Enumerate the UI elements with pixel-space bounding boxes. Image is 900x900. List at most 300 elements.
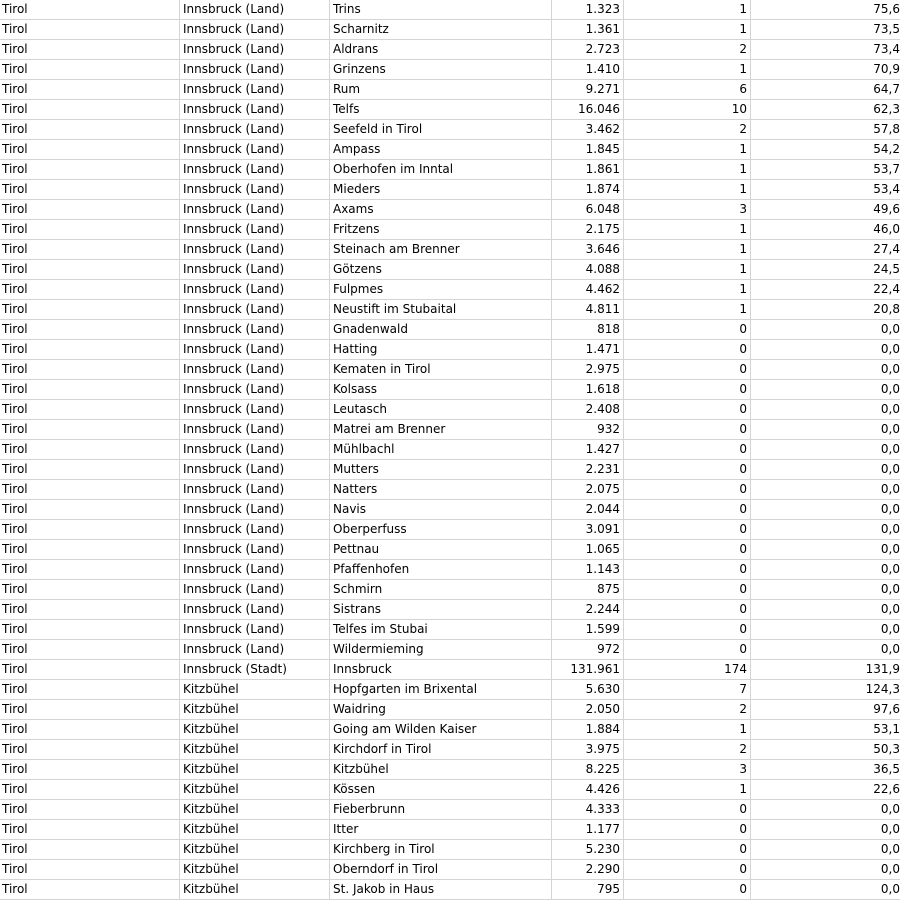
rate-cell[interactable]: 73,5 bbox=[873, 22, 900, 36]
district-cell[interactable]: Innsbruck (Land) bbox=[180, 540, 330, 559]
count-cell[interactable]: 1 bbox=[624, 20, 751, 39]
state-cell[interactable]: Tirol bbox=[0, 260, 180, 279]
district-cell[interactable]: Kitzbühel bbox=[180, 680, 330, 699]
district-cell[interactable]: Innsbruck (Land) bbox=[180, 20, 330, 39]
rate-cell[interactable]: 57,8 bbox=[873, 122, 900, 136]
count-cell[interactable]: 0 bbox=[624, 860, 751, 879]
population-cell[interactable]: 1.861 bbox=[552, 160, 624, 179]
count-cell[interactable]: 0 bbox=[624, 460, 751, 479]
district-cell[interactable]: Innsbruck (Land) bbox=[180, 400, 330, 419]
municipality-cell[interactable]: Mutters bbox=[330, 460, 552, 479]
count-cell[interactable]: 1 bbox=[624, 60, 751, 79]
population-cell[interactable]: 3.975 bbox=[552, 740, 624, 759]
district-cell[interactable]: Innsbruck (Land) bbox=[180, 480, 330, 499]
state-cell[interactable]: Tirol bbox=[0, 880, 180, 899]
district-cell[interactable]: Innsbruck (Land) bbox=[180, 380, 330, 399]
municipality-cell[interactable]: Pettnau bbox=[330, 540, 552, 559]
count-cell[interactable]: 0 bbox=[624, 560, 751, 579]
rate-cell[interactable]: 0,0 bbox=[880, 362, 900, 376]
state-cell[interactable]: Tirol bbox=[0, 580, 180, 599]
population-cell[interactable]: 1.845 bbox=[552, 140, 624, 159]
district-cell[interactable]: Kitzbühel bbox=[180, 820, 330, 839]
district-cell[interactable]: Innsbruck (Land) bbox=[180, 100, 330, 119]
municipality-cell[interactable]: Wildermieming bbox=[330, 640, 552, 659]
municipality-cell[interactable]: Innsbruck bbox=[330, 660, 552, 679]
population-cell[interactable]: 1.065 bbox=[552, 540, 624, 559]
count-cell[interactable]: 1 bbox=[624, 720, 751, 739]
rate-cell[interactable]: 0,0 bbox=[880, 642, 900, 656]
population-cell[interactable]: 1.427 bbox=[552, 440, 624, 459]
population-cell[interactable]: 1.618 bbox=[552, 380, 624, 399]
count-cell[interactable]: 0 bbox=[624, 480, 751, 499]
district-cell[interactable]: Innsbruck (Land) bbox=[180, 0, 330, 19]
state-cell[interactable]: Tirol bbox=[0, 600, 180, 619]
state-cell[interactable]: Tirol bbox=[0, 20, 180, 39]
population-cell[interactable]: 2.075 bbox=[552, 480, 624, 499]
population-cell[interactable]: 1.177 bbox=[552, 820, 624, 839]
population-cell[interactable]: 932 bbox=[552, 420, 624, 439]
count-cell[interactable]: 0 bbox=[624, 580, 751, 599]
count-cell[interactable]: 0 bbox=[624, 440, 751, 459]
district-cell[interactable]: Kitzbühel bbox=[180, 720, 330, 739]
state-cell[interactable]: Tirol bbox=[0, 480, 180, 499]
population-cell[interactable]: 4.462 bbox=[552, 280, 624, 299]
population-cell[interactable]: 2.290 bbox=[552, 860, 624, 879]
municipality-cell[interactable]: Neustift im Stubaital bbox=[330, 300, 552, 319]
count-cell[interactable]: 1 bbox=[624, 180, 751, 199]
district-cell[interactable]: Kitzbühel bbox=[180, 800, 330, 819]
population-cell[interactable]: 1.361 bbox=[552, 20, 624, 39]
state-cell[interactable]: Tirol bbox=[0, 720, 180, 739]
municipality-cell[interactable]: Going am Wilden Kaiser bbox=[330, 720, 552, 739]
district-cell[interactable]: Kitzbühel bbox=[180, 740, 330, 759]
state-cell[interactable]: Tirol bbox=[0, 680, 180, 699]
municipality-cell[interactable]: Mühlbachl bbox=[330, 440, 552, 459]
rate-cell[interactable]: 73,4 bbox=[873, 42, 900, 56]
count-cell[interactable]: 1 bbox=[624, 140, 751, 159]
municipality-cell[interactable]: Fritzens bbox=[330, 220, 552, 239]
municipality-cell[interactable]: Kolsass bbox=[330, 380, 552, 399]
count-cell[interactable]: 1 bbox=[624, 780, 751, 799]
state-cell[interactable]: Tirol bbox=[0, 400, 180, 419]
table-row bbox=[0, 620, 900, 640]
table-row bbox=[0, 360, 900, 380]
state-cell[interactable]: Tirol bbox=[0, 660, 180, 679]
rate-cell[interactable]: 0,0 bbox=[880, 342, 900, 356]
state-cell[interactable]: Tirol bbox=[0, 240, 180, 259]
table-row bbox=[0, 860, 900, 880]
table-row bbox=[0, 200, 900, 220]
state-cell[interactable]: Tirol bbox=[0, 360, 180, 379]
table-row bbox=[0, 700, 900, 720]
population-cell[interactable]: 1.323 bbox=[552, 0, 624, 19]
count-cell[interactable]: 0 bbox=[624, 520, 751, 539]
count-cell[interactable]: 3 bbox=[624, 200, 751, 219]
rate-cell[interactable]: 0,0 bbox=[880, 622, 900, 636]
table-row bbox=[0, 40, 900, 60]
rate-cell[interactable]: 70,9 bbox=[873, 62, 900, 76]
municipality-cell[interactable]: Schmirn bbox=[330, 580, 552, 599]
state-cell[interactable]: Tirol bbox=[0, 340, 180, 359]
population-cell[interactable]: 1.471 bbox=[552, 340, 624, 359]
state-cell[interactable]: Tirol bbox=[0, 820, 180, 839]
state-cell[interactable]: Tirol bbox=[0, 200, 180, 219]
count-cell[interactable]: 2 bbox=[624, 120, 751, 139]
municipality-cell[interactable]: Steinach am Brenner bbox=[330, 240, 552, 259]
rate-cell[interactable]: 36,5 bbox=[873, 762, 900, 776]
rate-cell[interactable]: 75,6 bbox=[873, 2, 900, 16]
municipality-cell[interactable]: Hopfgarten im Brixental bbox=[330, 680, 552, 699]
state-cell[interactable]: Tirol bbox=[0, 500, 180, 519]
population-cell[interactable]: 16.046 bbox=[552, 100, 624, 119]
municipality-cell[interactable]: Fieberbrunn bbox=[330, 800, 552, 819]
state-cell[interactable]: Tirol bbox=[0, 460, 180, 479]
state-cell[interactable]: Tirol bbox=[0, 620, 180, 639]
district-cell[interactable]: Innsbruck (Land) bbox=[180, 420, 330, 439]
district-cell[interactable]: Innsbruck (Land) bbox=[180, 80, 330, 99]
state-cell[interactable]: Tirol bbox=[0, 60, 180, 79]
rate-cell[interactable]: 53,4 bbox=[873, 182, 900, 196]
count-cell[interactable]: 0 bbox=[624, 380, 751, 399]
population-cell[interactable]: 2.975 bbox=[552, 360, 624, 379]
municipality-cell[interactable]: Oberperfuss bbox=[330, 520, 552, 539]
count-cell[interactable]: 1 bbox=[624, 0, 751, 19]
table-row bbox=[0, 820, 900, 840]
district-cell[interactable]: Innsbruck (Land) bbox=[180, 120, 330, 139]
municipality-cell[interactable]: Grinzens bbox=[330, 60, 552, 79]
state-cell[interactable]: Tirol bbox=[0, 40, 180, 59]
district-cell[interactable]: Kitzbühel bbox=[180, 880, 330, 899]
district-cell[interactable]: Innsbruck (Land) bbox=[180, 320, 330, 339]
district-cell[interactable]: Innsbruck (Land) bbox=[180, 360, 330, 379]
rate-cell[interactable]: 0,0 bbox=[880, 542, 900, 556]
rate-cell[interactable]: 53,7 bbox=[873, 162, 900, 176]
table-row bbox=[0, 840, 900, 860]
state-cell[interactable]: Tirol bbox=[0, 760, 180, 779]
rate-cell[interactable]: 0,0 bbox=[880, 522, 900, 536]
municipality-cell[interactable]: Mieders bbox=[330, 180, 552, 199]
table-row bbox=[0, 160, 900, 180]
rate-cell[interactable]: 0,0 bbox=[880, 422, 900, 436]
count-cell[interactable]: 6 bbox=[624, 80, 751, 99]
count-cell[interactable]: 0 bbox=[624, 820, 751, 839]
state-cell[interactable]: Tirol bbox=[0, 840, 180, 859]
rate-cell[interactable]: 97,6 bbox=[873, 702, 900, 716]
population-cell[interactable]: 6.048 bbox=[552, 200, 624, 219]
municipality-cell[interactable]: St. Jakob in Haus bbox=[330, 880, 552, 899]
count-cell[interactable]: 174 bbox=[624, 660, 751, 679]
municipality-cell[interactable]: Götzens bbox=[330, 260, 552, 279]
population-cell[interactable]: 972 bbox=[552, 640, 624, 659]
table-row bbox=[0, 660, 900, 680]
count-cell[interactable]: 0 bbox=[624, 620, 751, 639]
count-cell[interactable]: 0 bbox=[624, 840, 751, 859]
municipality-cell[interactable]: Oberhofen im Inntal bbox=[330, 160, 552, 179]
table-row bbox=[0, 520, 900, 540]
district-cell[interactable]: Innsbruck (Land) bbox=[180, 280, 330, 299]
table-row bbox=[0, 480, 900, 500]
rate-cell[interactable]: 0,0 bbox=[880, 502, 900, 516]
rate-cell[interactable]: 0,0 bbox=[880, 802, 900, 816]
state-cell[interactable]: Tirol bbox=[0, 860, 180, 879]
municipality-cell[interactable]: Trins bbox=[330, 0, 552, 19]
population-cell[interactable]: 4.811 bbox=[552, 300, 624, 319]
count-cell[interactable]: 2 bbox=[624, 40, 751, 59]
rate-cell[interactable]: 0,0 bbox=[880, 602, 900, 616]
population-cell[interactable]: 2.175 bbox=[552, 220, 624, 239]
municipality-cell[interactable]: Telfes im Stubai bbox=[330, 620, 552, 639]
district-cell[interactable]: Kitzbühel bbox=[180, 840, 330, 859]
rate-cell[interactable]: 46,0 bbox=[873, 222, 900, 236]
state-cell[interactable]: Tirol bbox=[0, 540, 180, 559]
count-cell[interactable]: 0 bbox=[624, 360, 751, 379]
rate-cell[interactable]: 54,2 bbox=[873, 142, 900, 156]
population-cell[interactable]: 4.333 bbox=[552, 800, 624, 819]
municipality-cell[interactable]: Waidring bbox=[330, 700, 552, 719]
municipality-cell[interactable]: Matrei am Brenner bbox=[330, 420, 552, 439]
count-cell[interactable]: 0 bbox=[624, 400, 751, 419]
rate-cell[interactable]: 27,4 bbox=[873, 242, 900, 256]
municipality-cell[interactable]: Axams bbox=[330, 200, 552, 219]
count-cell[interactable]: 2 bbox=[624, 700, 751, 719]
population-cell[interactable]: 2.050 bbox=[552, 700, 624, 719]
district-cell[interactable]: Innsbruck (Land) bbox=[180, 40, 330, 59]
population-cell[interactable]: 5.630 bbox=[552, 680, 624, 699]
count-cell[interactable]: 3 bbox=[624, 760, 751, 779]
table-row bbox=[0, 120, 900, 140]
rate-cell[interactable]: 53,1 bbox=[873, 722, 900, 736]
count-cell[interactable]: 0 bbox=[624, 340, 751, 359]
population-cell[interactable]: 2.231 bbox=[552, 460, 624, 479]
count-cell[interactable]: 0 bbox=[624, 800, 751, 819]
count-cell[interactable]: 1 bbox=[624, 160, 751, 179]
count-cell[interactable]: 2 bbox=[624, 740, 751, 759]
population-cell[interactable]: 3.091 bbox=[552, 520, 624, 539]
population-cell[interactable]: 1.884 bbox=[552, 720, 624, 739]
district-cell[interactable]: Innsbruck (Land) bbox=[180, 180, 330, 199]
state-cell[interactable]: Tirol bbox=[0, 300, 180, 319]
population-cell[interactable]: 3.462 bbox=[552, 120, 624, 139]
rate-cell[interactable]: 0,0 bbox=[880, 462, 900, 476]
population-cell[interactable]: 1.410 bbox=[552, 60, 624, 79]
state-cell[interactable]: Tirol bbox=[0, 280, 180, 299]
rate-cell[interactable]: 0,0 bbox=[880, 562, 900, 576]
table-row bbox=[0, 420, 900, 440]
count-cell[interactable]: 0 bbox=[624, 880, 751, 899]
table-row bbox=[0, 680, 900, 700]
district-cell[interactable]: Innsbruck (Land) bbox=[180, 520, 330, 539]
table-row bbox=[0, 140, 900, 160]
district-cell[interactable]: Innsbruck (Land) bbox=[180, 580, 330, 599]
count-cell[interactable]: 10 bbox=[624, 100, 751, 119]
rate-cell[interactable]: 0,0 bbox=[880, 482, 900, 496]
district-cell[interactable]: Kitzbühel bbox=[180, 700, 330, 719]
state-cell[interactable]: Tirol bbox=[0, 120, 180, 139]
state-cell[interactable]: Tirol bbox=[0, 740, 180, 759]
state-cell[interactable]: Tirol bbox=[0, 100, 180, 119]
rate-cell[interactable]: 0,0 bbox=[880, 382, 900, 396]
population-cell[interactable]: 875 bbox=[552, 580, 624, 599]
rate-cell[interactable]: 50,3 bbox=[873, 742, 900, 756]
count-cell[interactable]: 0 bbox=[624, 420, 751, 439]
table-row bbox=[0, 580, 900, 600]
table-row bbox=[0, 180, 900, 200]
state-cell[interactable]: Tirol bbox=[0, 320, 180, 339]
state-cell[interactable]: Tirol bbox=[0, 180, 180, 199]
municipality-cell[interactable]: Kössen bbox=[330, 780, 552, 799]
state-cell[interactable]: Tirol bbox=[0, 420, 180, 439]
state-cell[interactable]: Tirol bbox=[0, 520, 180, 539]
municipality-cell[interactable]: Leutasch bbox=[330, 400, 552, 419]
state-cell[interactable]: Tirol bbox=[0, 440, 180, 459]
district-cell[interactable]: Innsbruck (Land) bbox=[180, 440, 330, 459]
district-cell[interactable]: Innsbruck (Land) bbox=[180, 260, 330, 279]
table-row bbox=[0, 440, 900, 460]
population-cell[interactable]: 1.599 bbox=[552, 620, 624, 639]
table-row bbox=[0, 320, 900, 340]
district-cell[interactable]: Innsbruck (Land) bbox=[180, 560, 330, 579]
municipality-cell[interactable]: Natters bbox=[330, 480, 552, 499]
municipality-cell[interactable]: Fulpmes bbox=[330, 280, 552, 299]
municipality-cell[interactable]: Rum bbox=[330, 80, 552, 99]
rate-cell[interactable]: 64,7 bbox=[873, 82, 900, 96]
count-cell[interactable]: 0 bbox=[624, 500, 751, 519]
municipality-cell[interactable]: Itter bbox=[330, 820, 552, 839]
rate-cell[interactable]: 24,5 bbox=[873, 262, 900, 276]
population-cell[interactable]: 3.646 bbox=[552, 240, 624, 259]
state-cell[interactable]: Tirol bbox=[0, 0, 180, 19]
rate-cell[interactable]: 20,8 bbox=[873, 302, 900, 316]
table-row bbox=[0, 20, 900, 40]
table-row bbox=[0, 740, 900, 760]
municipality-cell[interactable]: Scharnitz bbox=[330, 20, 552, 39]
population-cell[interactable]: 5.230 bbox=[552, 840, 624, 859]
municipality-cell[interactable]: Gnadenwald bbox=[330, 320, 552, 339]
municipality-cell[interactable]: Hatting bbox=[330, 340, 552, 359]
population-cell[interactable]: 2.408 bbox=[552, 400, 624, 419]
population-cell[interactable]: 2.723 bbox=[552, 40, 624, 59]
count-cell[interactable]: 1 bbox=[624, 220, 751, 239]
district-cell[interactable]: Kitzbühel bbox=[180, 780, 330, 799]
table-row bbox=[0, 800, 900, 820]
district-cell[interactable]: Kitzbühel bbox=[180, 760, 330, 779]
district-cell[interactable]: Innsbruck (Land) bbox=[180, 240, 330, 259]
rate-cell[interactable]: 49,6 bbox=[873, 202, 900, 216]
table-row bbox=[0, 300, 900, 320]
rate-cell[interactable]: 22,6 bbox=[873, 782, 900, 796]
count-cell[interactable]: 1 bbox=[624, 260, 751, 279]
state-cell[interactable]: Tirol bbox=[0, 80, 180, 99]
rate-cell[interactable]: 22,4 bbox=[873, 282, 900, 296]
district-cell[interactable]: Innsbruck (Stadt) bbox=[180, 660, 330, 679]
municipality-cell[interactable]: Kirchdorf in Tirol bbox=[330, 740, 552, 759]
population-cell[interactable]: 795 bbox=[552, 880, 624, 899]
population-cell[interactable]: 818 bbox=[552, 320, 624, 339]
municipality-cell[interactable]: Ampass bbox=[330, 140, 552, 159]
district-cell[interactable]: Innsbruck (Land) bbox=[180, 620, 330, 639]
district-cell[interactable]: Innsbruck (Land) bbox=[180, 640, 330, 659]
rate-cell[interactable]: 124,3 bbox=[865, 682, 900, 696]
state-cell[interactable]: Tirol bbox=[0, 160, 180, 179]
table-row bbox=[0, 640, 900, 660]
count-cell[interactable]: 0 bbox=[624, 600, 751, 619]
state-cell[interactable]: Tirol bbox=[0, 700, 180, 719]
rate-cell[interactable]: 0,0 bbox=[880, 862, 900, 876]
district-cell[interactable]: Kitzbühel bbox=[180, 860, 330, 879]
district-cell[interactable]: Innsbruck (Land) bbox=[180, 460, 330, 479]
population-cell[interactable]: 1.874 bbox=[552, 180, 624, 199]
table-row bbox=[0, 500, 900, 520]
municipality-cell[interactable]: Kematen in Tirol bbox=[330, 360, 552, 379]
municipality-cell[interactable]: Pfaffenhofen bbox=[330, 560, 552, 579]
district-cell[interactable]: Innsbruck (Land) bbox=[180, 140, 330, 159]
state-cell[interactable]: Tirol bbox=[0, 560, 180, 579]
count-cell[interactable]: 7 bbox=[624, 680, 751, 699]
count-cell[interactable]: 1 bbox=[624, 280, 751, 299]
district-cell[interactable]: Innsbruck (Land) bbox=[180, 600, 330, 619]
district-cell[interactable]: Innsbruck (Land) bbox=[180, 340, 330, 359]
rate-cell[interactable]: 0,0 bbox=[880, 882, 900, 896]
population-cell[interactable]: 2.044 bbox=[552, 500, 624, 519]
population-cell[interactable]: 4.088 bbox=[552, 260, 624, 279]
rate-cell[interactable]: 0,0 bbox=[880, 442, 900, 456]
rate-cell[interactable]: 131,9 bbox=[865, 662, 900, 676]
rate-cell[interactable]: 0,0 bbox=[880, 322, 900, 336]
table-row bbox=[0, 260, 900, 280]
municipality-cell[interactable]: Telfs bbox=[330, 100, 552, 119]
district-cell[interactable]: Innsbruck (Land) bbox=[180, 220, 330, 239]
rate-cell[interactable]: 0,0 bbox=[880, 842, 900, 856]
rate-cell[interactable]: 62,3 bbox=[873, 102, 900, 116]
district-cell[interactable]: Innsbruck (Land) bbox=[180, 300, 330, 319]
municipality-cell[interactable]: Sistrans bbox=[330, 600, 552, 619]
municipality-cell[interactable]: Oberndorf in Tirol bbox=[330, 860, 552, 879]
rate-cell[interactable]: 0,0 bbox=[880, 402, 900, 416]
district-cell[interactable]: Innsbruck (Land) bbox=[180, 500, 330, 519]
population-cell[interactable]: 2.244 bbox=[552, 600, 624, 619]
state-cell[interactable]: Tirol bbox=[0, 780, 180, 799]
count-cell[interactable]: 1 bbox=[624, 240, 751, 259]
district-cell[interactable]: Innsbruck (Land) bbox=[180, 60, 330, 79]
municipality-cell[interactable]: Kirchberg in Tirol bbox=[330, 840, 552, 859]
state-cell[interactable]: Tirol bbox=[0, 800, 180, 819]
population-cell[interactable]: 131.961 bbox=[552, 660, 624, 679]
table-row bbox=[0, 0, 900, 20]
population-cell[interactable]: 4.426 bbox=[552, 780, 624, 799]
state-cell[interactable]: Tirol bbox=[0, 220, 180, 239]
count-cell[interactable]: 0 bbox=[624, 320, 751, 339]
population-cell[interactable]: 8.225 bbox=[552, 760, 624, 779]
count-cell[interactable]: 0 bbox=[624, 540, 751, 559]
state-cell[interactable]: Tirol bbox=[0, 380, 180, 399]
population-cell[interactable]: 9.271 bbox=[552, 80, 624, 99]
count-cell[interactable]: 1 bbox=[624, 300, 751, 319]
table-row bbox=[0, 760, 900, 780]
rate-cell[interactable]: 0,0 bbox=[880, 582, 900, 596]
population-cell[interactable]: 1.143 bbox=[552, 560, 624, 579]
municipality-cell[interactable]: Navis bbox=[330, 500, 552, 519]
count-cell[interactable]: 0 bbox=[624, 640, 751, 659]
municipality-cell[interactable]: Aldrans bbox=[330, 40, 552, 59]
rate-cell[interactable]: 0,0 bbox=[880, 822, 900, 836]
table-row bbox=[0, 780, 900, 800]
district-cell[interactable]: Innsbruck (Land) bbox=[180, 160, 330, 179]
state-cell[interactable]: Tirol bbox=[0, 640, 180, 659]
municipality-cell[interactable]: Kitzbühel bbox=[330, 760, 552, 779]
state-cell[interactable]: Tirol bbox=[0, 140, 180, 159]
district-cell[interactable]: Innsbruck (Land) bbox=[180, 200, 330, 219]
municipality-cell[interactable]: Seefeld in Tirol bbox=[330, 120, 552, 139]
